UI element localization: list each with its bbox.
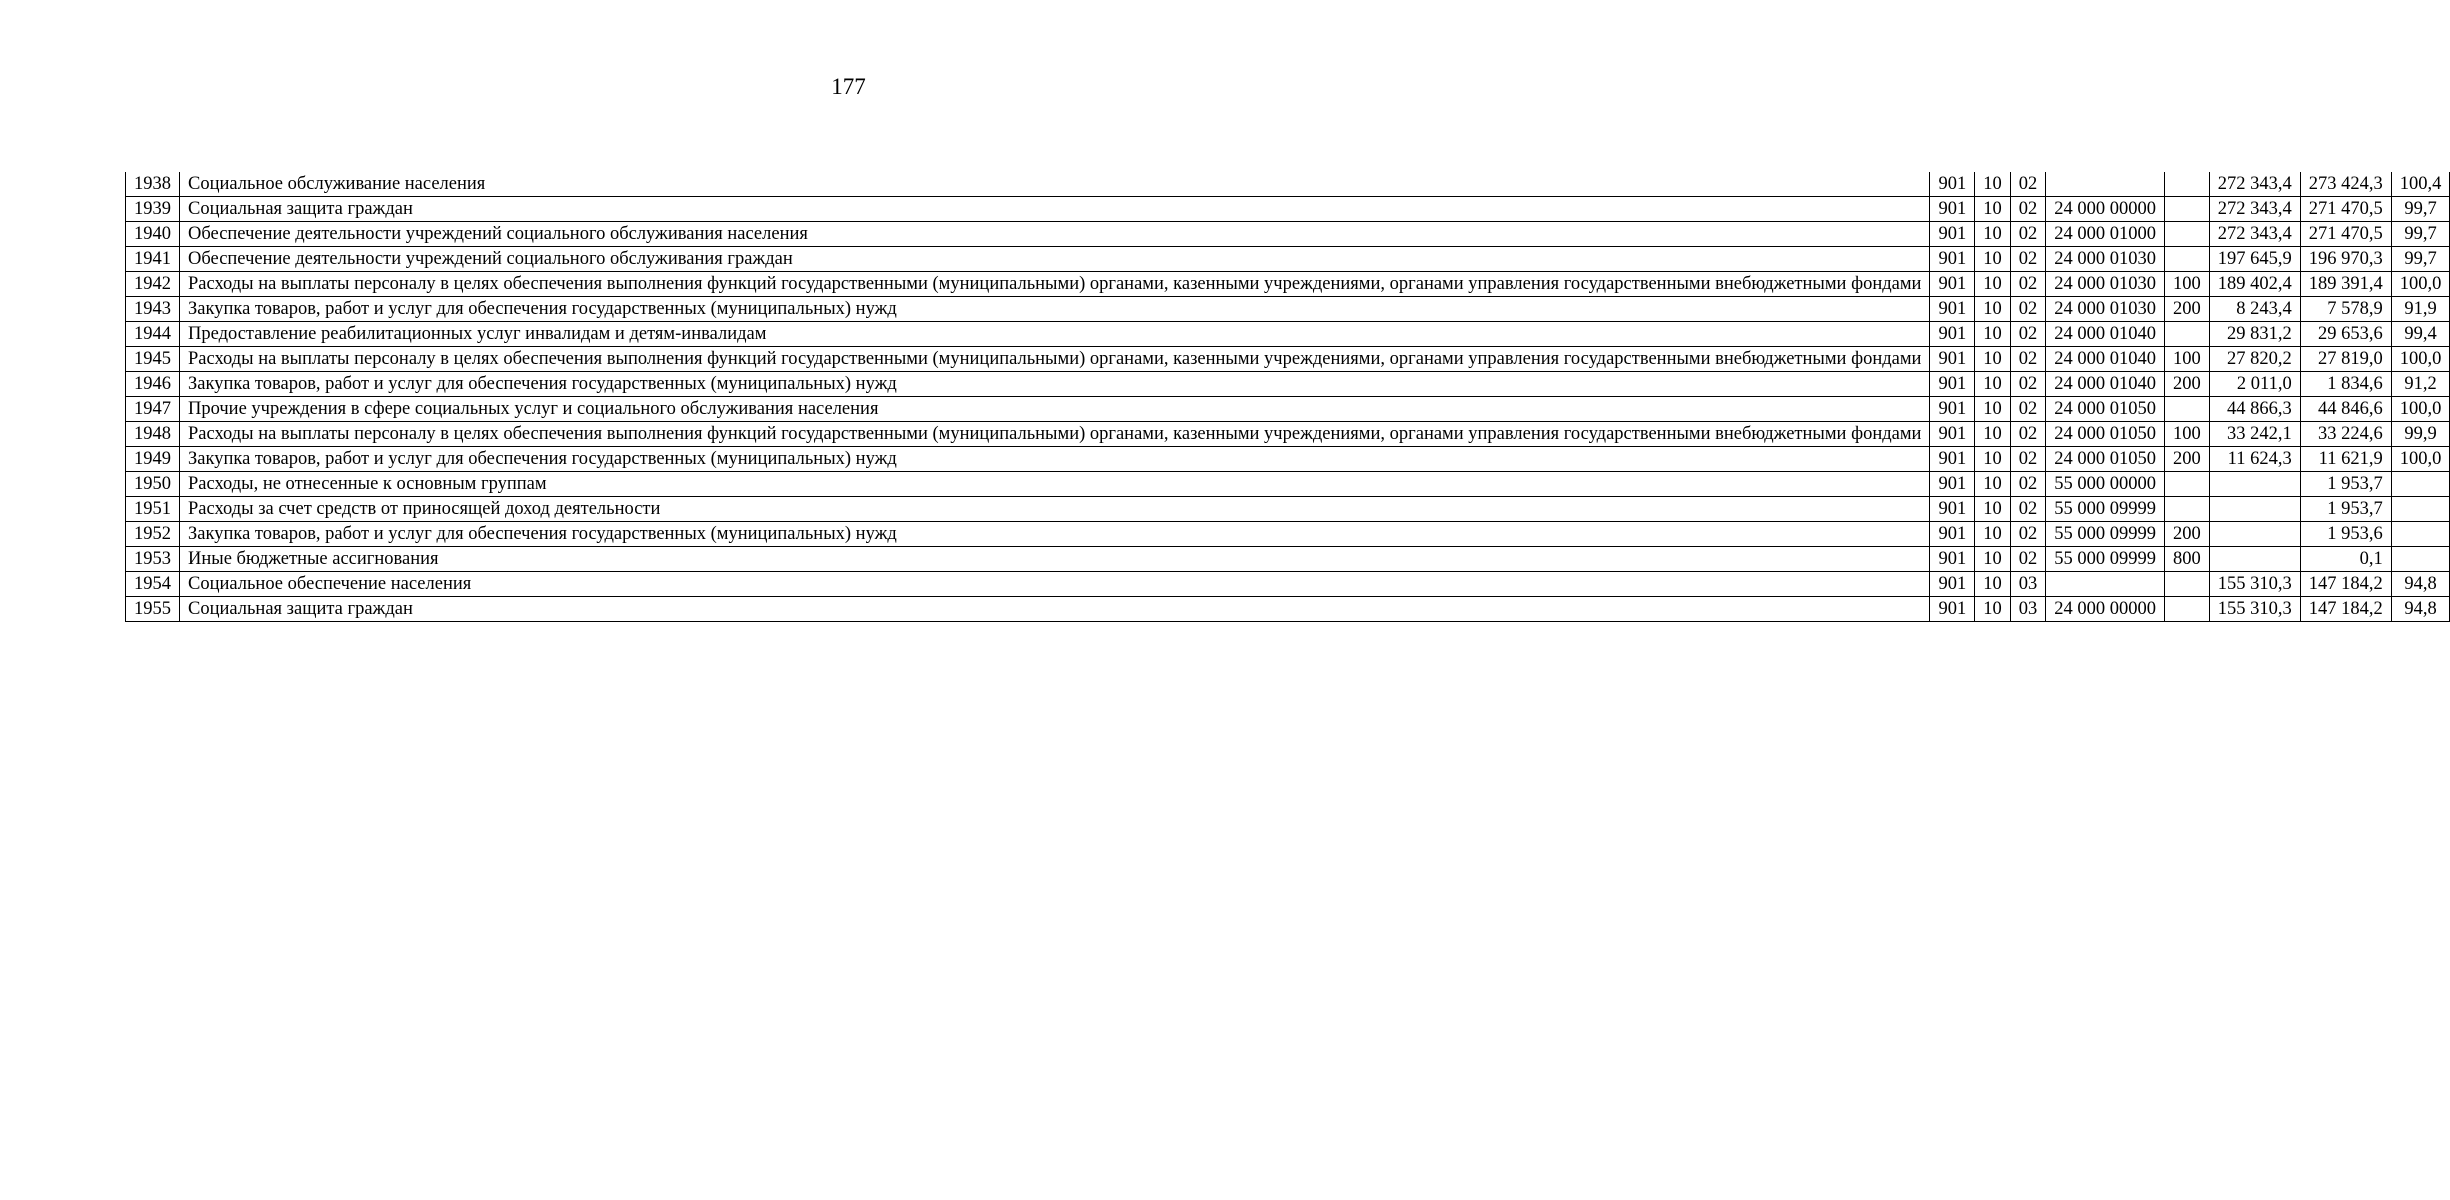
table-row [126,597,2450,622]
row-csr: 55 000 09999 [2046,497,2165,522]
table-row [126,472,2450,497]
row-percent: 99,7 [2391,197,2450,222]
row-vr [2164,197,2209,222]
row-number: 1938 [126,172,180,197]
table-row [126,572,2450,597]
table-row [126,447,2450,472]
row-pr: 02 [2010,522,2046,547]
row-rz: 10 [1975,422,2011,447]
row-name: Закупка товаров, работ и услуг для обеспечения государственных (муниципальных) нужд [180,522,1930,547]
row-plan [2209,497,2300,522]
row-number: 1955 [126,597,180,622]
row-name: Социальная защита граждан [180,597,1930,622]
row-plan: 272 343,4 [2209,222,2300,247]
row-percent: 99,7 [2391,247,2450,272]
row-percent [2391,522,2450,547]
row-fact: 1 953,6 [2300,522,2391,547]
row-pr: 03 [2010,597,2046,622]
row-name: Предоставление реабилитационных услуг инвалидам и детям-инвалидам [180,322,1930,347]
row-pr: 02 [2010,497,2046,522]
row-rz: 10 [1975,322,2011,347]
row-csr: 55 000 00000 [2046,472,2165,497]
row-rz: 10 [1975,297,2011,322]
row-name: Расходы, не отнесенные к основным группам [180,472,1930,497]
row-plan: 8 243,4 [2209,297,2300,322]
row-number: 1944 [126,322,180,347]
row-plan [2209,472,2300,497]
row-name: Прочие учреждения в сфере социальных услуг и социального обслуживания населения [180,397,1930,422]
row-number: 1949 [126,447,180,472]
row-plan [2209,547,2300,572]
row-rz: 10 [1975,372,2011,397]
row-percent [2391,547,2450,572]
row-plan [2209,522,2300,547]
row-fact: 7 578,9 [2300,297,2391,322]
row-ved: 901 [1930,297,1975,322]
row-fact: 196 970,3 [2300,247,2391,272]
row-percent: 100,0 [2391,347,2450,372]
row-fact: 147 184,2 [2300,572,2391,597]
table-row [126,547,2450,572]
row-pr: 02 [2010,397,2046,422]
row-ved: 901 [1930,572,1975,597]
row-pr: 02 [2010,547,2046,572]
row-number: 1953 [126,547,180,572]
row-number: 1943 [126,297,180,322]
row-fact: 271 470,5 [2300,222,2391,247]
row-ved: 901 [1930,372,1975,397]
row-ved: 901 [1930,197,1975,222]
row-name: Расходы на выплаты персоналу в целях обеспечения выполнения функций государственными (муниципальными) органами, казенными учреждениями, органами управления государственными внебюджетными фондами [180,347,1930,372]
row-percent: 91,9 [2391,297,2450,322]
row-plan: 11 624,3 [2209,447,2300,472]
row-vr [2164,597,2209,622]
row-csr: 24 000 01000 [2046,222,2165,247]
row-csr: 24 000 01050 [2046,397,2165,422]
row-csr: 24 000 01040 [2046,347,2165,372]
row-fact: 0,1 [2300,547,2391,572]
row-rz: 10 [1975,497,2011,522]
row-fact: 273 424,3 [2300,172,2391,197]
row-fact: 44 846,6 [2300,397,2391,422]
row-percent [2391,472,2450,497]
row-csr: 24 000 01050 [2046,422,2165,447]
row-percent: 94,8 [2391,597,2450,622]
page-number: 177 [831,74,866,99]
row-csr: 24 000 01040 [2046,322,2165,347]
row-rz: 10 [1975,572,2011,597]
row-vr [2164,397,2209,422]
row-vr [2164,497,2209,522]
row-vr [2164,222,2209,247]
row-rz: 10 [1975,172,2011,197]
row-percent: 99,4 [2391,322,2450,347]
row-ved: 901 [1930,522,1975,547]
row-vr [2164,172,2209,197]
row-rz: 10 [1975,272,2011,297]
row-percent: 94,8 [2391,572,2450,597]
row-pr: 02 [2010,472,2046,497]
row-csr: 24 000 00000 [2046,197,2165,222]
row-pr: 02 [2010,247,2046,272]
row-percent: 99,7 [2391,222,2450,247]
row-pr: 02 [2010,447,2046,472]
row-name: Иные бюджетные ассигнования [180,547,1930,572]
row-name: Социальное обслуживание населения [180,172,1930,197]
row-vr [2164,472,2209,497]
row-ved: 901 [1930,497,1975,522]
row-fact: 11 621,9 [2300,447,2391,472]
row-rz: 10 [1975,247,2011,272]
row-percent: 91,2 [2391,372,2450,397]
row-plan: 33 242,1 [2209,422,2300,447]
row-rz: 10 [1975,472,2011,497]
row-plan: 2 011,0 [2209,372,2300,397]
row-fact: 33 224,6 [2300,422,2391,447]
row-rz: 10 [1975,547,2011,572]
table-row [126,247,2450,272]
row-number: 1942 [126,272,180,297]
row-csr: 24 000 01040 [2046,372,2165,397]
table-row [126,347,2450,372]
table-row [126,497,2450,522]
row-pr: 02 [2010,347,2046,372]
row-plan: 27 820,2 [2209,347,2300,372]
row-number: 1945 [126,347,180,372]
row-plan: 189 402,4 [2209,272,2300,297]
budget-table [125,172,2450,622]
row-ved: 901 [1930,222,1975,247]
row-ved: 901 [1930,597,1975,622]
row-plan: 155 310,3 [2209,572,2300,597]
row-csr: 24 000 01030 [2046,272,2165,297]
row-fact: 147 184,2 [2300,597,2391,622]
row-pr: 02 [2010,422,2046,447]
row-vr: 100 [2164,272,2209,297]
row-csr: 24 000 01030 [2046,247,2165,272]
row-percent: 99,9 [2391,422,2450,447]
row-fact: 29 653,6 [2300,322,2391,347]
table-row [126,297,2450,322]
row-rz: 10 [1975,222,2011,247]
table-row [126,222,2450,247]
row-pr: 02 [2010,372,2046,397]
row-vr: 800 [2164,547,2209,572]
row-csr: 24 000 01030 [2046,297,2165,322]
row-rz: 10 [1975,397,2011,422]
row-percent: 100,0 [2391,397,2450,422]
row-csr: 24 000 01050 [2046,447,2165,472]
row-vr: 200 [2164,372,2209,397]
row-csr [2046,572,2165,597]
row-ved: 901 [1930,347,1975,372]
row-percent: 100,0 [2391,272,2450,297]
row-plan: 44 866,3 [2209,397,2300,422]
row-fact: 189 391,4 [2300,272,2391,297]
row-plan: 197 645,9 [2209,247,2300,272]
row-percent [2391,497,2450,522]
row-fact: 27 819,0 [2300,347,2391,372]
row-ved: 901 [1930,422,1975,447]
row-vr [2164,247,2209,272]
row-fact: 1 834,6 [2300,372,2391,397]
row-ved: 901 [1930,272,1975,297]
row-csr: 55 000 09999 [2046,547,2165,572]
row-number: 1947 [126,397,180,422]
row-fact: 271 470,5 [2300,197,2391,222]
row-number: 1950 [126,472,180,497]
row-name: Социальное обеспечение населения [180,572,1930,597]
row-ved: 901 [1930,547,1975,572]
row-vr [2164,572,2209,597]
table-row [126,197,2450,222]
row-ved: 901 [1930,172,1975,197]
row-pr: 03 [2010,572,2046,597]
row-pr: 02 [2010,297,2046,322]
row-number: 1941 [126,247,180,272]
row-number: 1946 [126,372,180,397]
row-number: 1940 [126,222,180,247]
row-vr: 200 [2164,522,2209,547]
row-pr: 02 [2010,222,2046,247]
row-ved: 901 [1930,397,1975,422]
row-percent: 100,0 [2391,447,2450,472]
table-row [126,172,2450,197]
row-ved: 901 [1930,247,1975,272]
row-plan: 272 343,4 [2209,197,2300,222]
row-fact: 1 953,7 [2300,497,2391,522]
row-vr: 200 [2164,297,2209,322]
row-name: Обеспечение деятельности учреждений социального обслуживания населения [180,222,1930,247]
row-vr [2164,322,2209,347]
row-name: Расходы на выплаты персоналу в целях обеспечения выполнения функций государственными (муниципальными) органами, казенными учреждениями, органами управления государственными внебюджетными фондами [180,272,1930,297]
row-rz: 10 [1975,197,2011,222]
row-number: 1948 [126,422,180,447]
row-name: Расходы за счет средств от приносящей доход деятельности [180,497,1930,522]
row-name: Закупка товаров, работ и услуг для обеспечения государственных (муниципальных) нужд [180,447,1930,472]
row-csr: 24 000 00000 [2046,597,2165,622]
row-pr: 02 [2010,322,2046,347]
row-csr [2046,172,2165,197]
row-csr: 55 000 09999 [2046,522,2165,547]
row-plan: 155 310,3 [2209,597,2300,622]
table-row [126,397,2450,422]
row-name: Закупка товаров, работ и услуг для обеспечения государственных (муниципальных) нужд [180,297,1930,322]
row-name: Расходы на выплаты персоналу в целях обеспечения выполнения функций государственными (муниципальными) органами, казенными учреждениями, органами управления государственными внебюджетными фондами [180,422,1930,447]
table-row [126,272,2450,297]
row-plan: 29 831,2 [2209,322,2300,347]
row-pr: 02 [2010,197,2046,222]
table-row [126,422,2450,447]
row-number: 1939 [126,197,180,222]
row-number: 1952 [126,522,180,547]
row-name: Закупка товаров, работ и услуг для обеспечения государственных (муниципальных) нужд [180,372,1930,397]
table-row [126,522,2450,547]
row-ved: 901 [1930,472,1975,497]
row-vr: 100 [2164,347,2209,372]
row-vr: 100 [2164,422,2209,447]
row-name: Обеспечение деятельности учреждений социального обслуживания граждан [180,247,1930,272]
row-rz: 10 [1975,522,2011,547]
table-row [126,322,2450,347]
row-vr: 200 [2164,447,2209,472]
row-number: 1954 [126,572,180,597]
table-row [126,372,2450,397]
row-ved: 901 [1930,322,1975,347]
row-plan: 272 343,4 [2209,172,2300,197]
row-pr: 02 [2010,172,2046,197]
row-ved: 901 [1930,447,1975,472]
row-rz: 10 [1975,447,2011,472]
row-fact: 1 953,7 [2300,472,2391,497]
row-pr: 02 [2010,272,2046,297]
row-name: Социальная защита граждан [180,197,1930,222]
row-number: 1951 [126,497,180,522]
row-rz: 10 [1975,347,2011,372]
row-rz: 10 [1975,597,2011,622]
row-percent: 100,4 [2391,172,2450,197]
